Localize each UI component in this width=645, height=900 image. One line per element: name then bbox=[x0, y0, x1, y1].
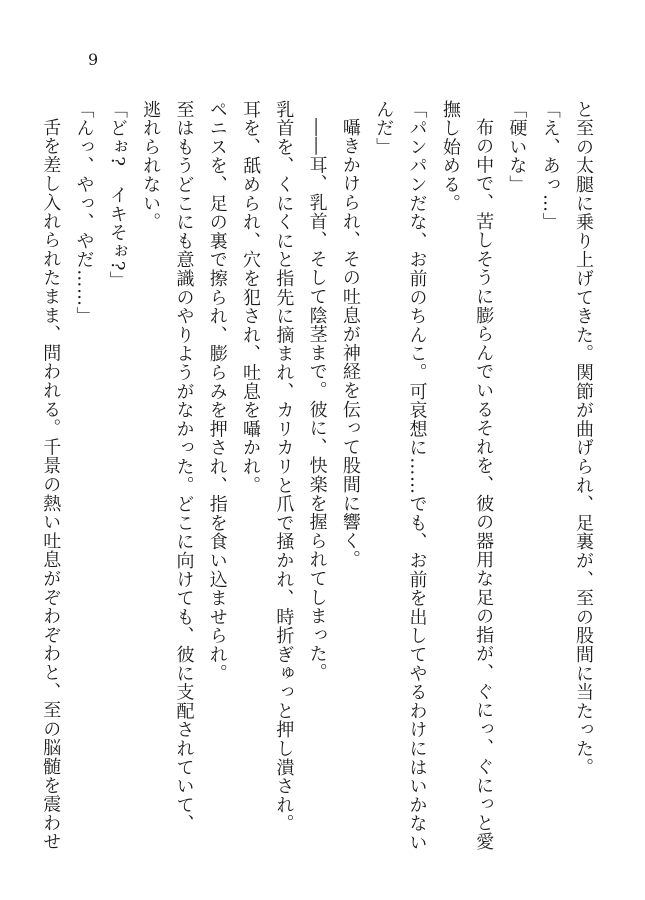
text-line: 撫し始める。 bbox=[439, 100, 461, 213]
text-line: 舌を差し入れられたまま、問われる。千景の熱い吐息がぞわぞわと、至の脳髄を震わせ bbox=[40, 118, 62, 852]
text-line: 逃れられない。 bbox=[140, 100, 162, 232]
text-line: 乳首を、くにくにと指先に摘まれ、カリカリと爪で掻かれ、時折ぎゅっと押し潰され。 bbox=[273, 100, 295, 834]
text-line: 「んっ、やっ、やだ……」 bbox=[73, 100, 95, 326]
text-line: 耳を、舐められ、穴を犯され、吐息を囁かれ。 bbox=[240, 100, 262, 495]
text-line: 「え、あっ…」 bbox=[539, 100, 561, 232]
body-text bbox=[40, 100, 600, 870]
text-line: んだ」 bbox=[373, 100, 395, 157]
text-line: 「どぉ? イキそぉ?」 bbox=[106, 100, 128, 291]
text-line: 「パンパンだな、お前のちんこ。可哀想に……でも、お前を出してやるわけにはいかない bbox=[406, 100, 428, 852]
text-line: 「硬いな」 bbox=[506, 100, 528, 194]
text-line: と至の太腿に乗り上げてきた。関節が曲げられ、足裏が、至の股間に当たった。 bbox=[573, 100, 594, 777]
text-line: 至はもうどこにも意識のやりようがなかった。どこに向けても、彼に支配されていて、 bbox=[173, 100, 195, 834]
text-line: 布の中で、苦しそうに膨らんでいるそれを、彼の器用な足の指が、ぐにっ、ぐにっと愛 bbox=[473, 118, 495, 852]
text-line: ――耳、乳首、そして陰茎まで。彼に、快楽を握られてしまった。 bbox=[306, 118, 328, 682]
text-line: ペニスを、足の裏で擦られ、膨らみを押され、指を食い込ませられ。 bbox=[206, 100, 228, 683]
text-line: 囁きかけられ、その吐息が神経を伝って股間に響く。 bbox=[339, 118, 361, 570]
page-number: 9 bbox=[88, 50, 99, 69]
